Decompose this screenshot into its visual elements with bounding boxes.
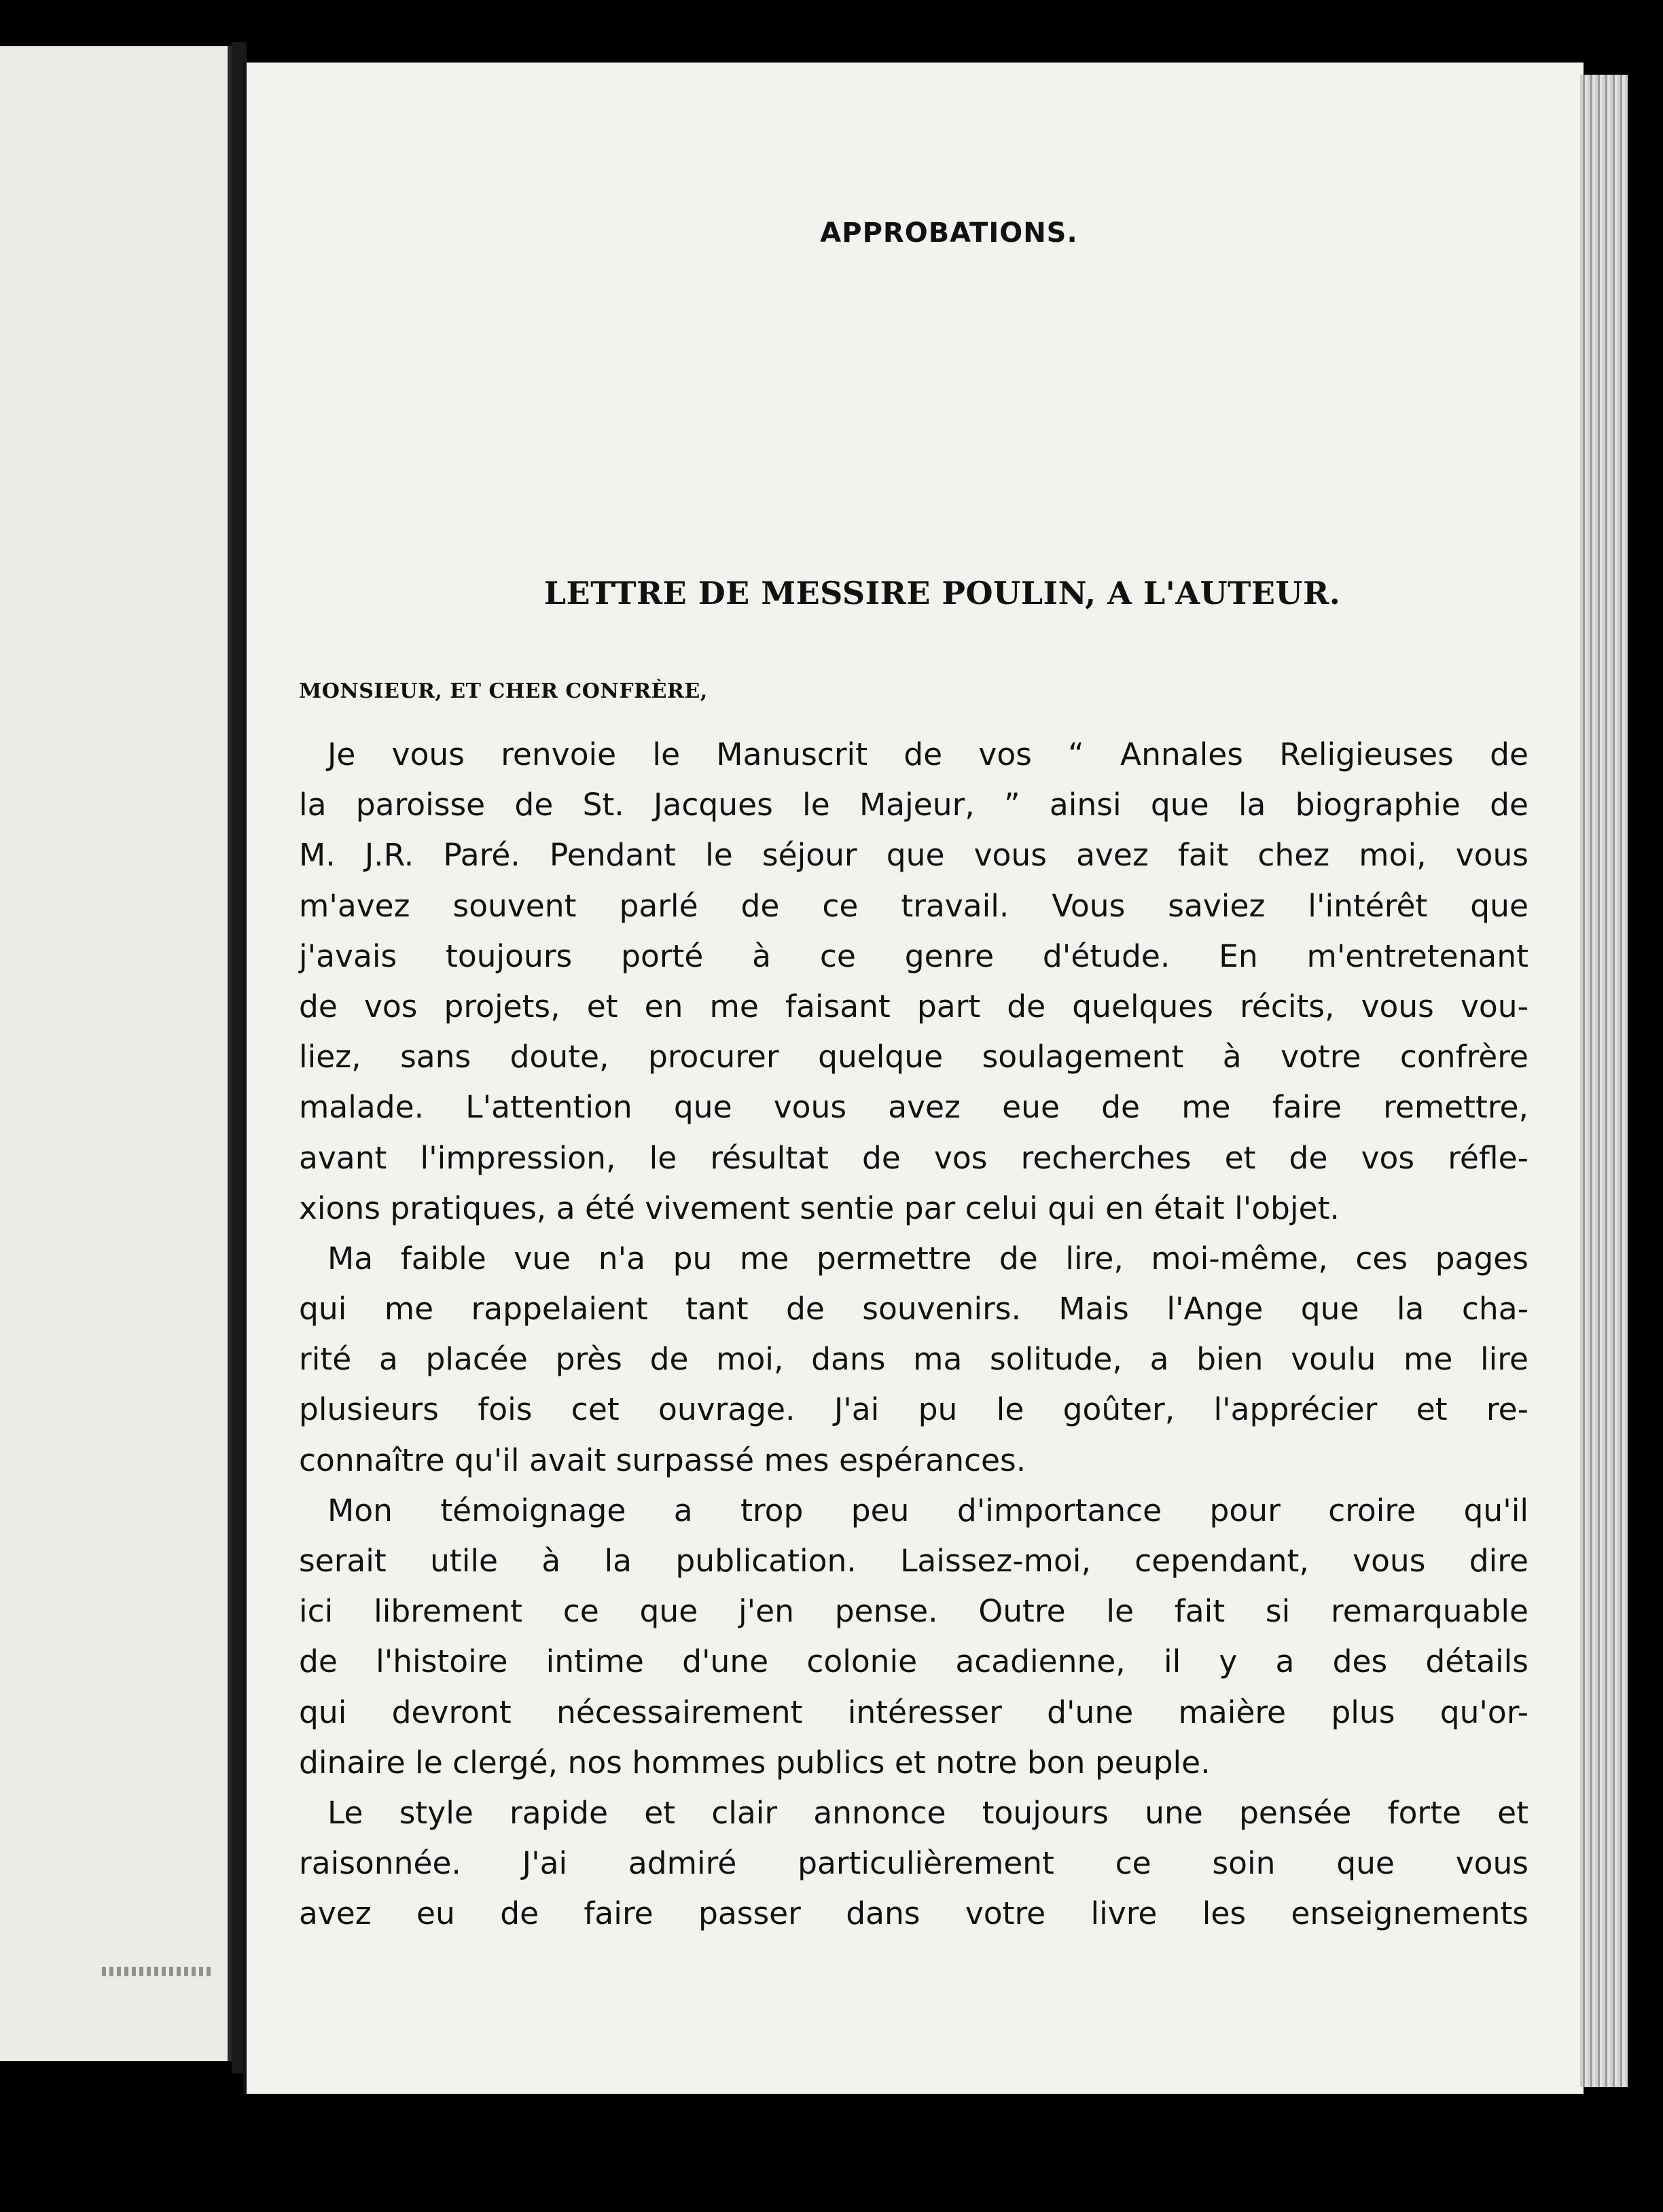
text-line: Je vous renvoie le Manuscrit de vos “ Annales Religieuses de — [327, 736, 1528, 772]
text-line: de vos projets, et en me faisant part de quelques récits, vous vou- — [299, 988, 1528, 1024]
text-line: Mon témoignage a trop peu d'importance pour croire qu'il — [327, 1492, 1528, 1529]
text-line: rité a placée près de moi, dans ma solitude, a bien voulu me lire — [299, 1341, 1528, 1378]
letter-title: LETTRE DE MESSIRE POULIN, A L'AUTEUR. — [543, 575, 1341, 611]
text-line: M. J.R. Paré. Pendant le séjour que vous avez fait chez moi, vous — [299, 837, 1528, 874]
facing-page — [0, 46, 232, 2061]
text-line: avant l'impression, le résultat de vos recherches et de vos réfle- — [299, 1139, 1528, 1176]
text-line: raisonnée. J'ai admiré particulièrement ce soin que vous — [299, 1845, 1528, 1882]
letter-salutation: MONSIEUR, ET CHER CONFRÈRE, — [299, 679, 708, 703]
letter-body — [299, 730, 1528, 1940]
text-line: malade. L'attention que vous avez eue de me faire remettre, — [299, 1089, 1528, 1126]
text-line: j'avais toujours porté à ce genre d'étude. En m'entretenant — [299, 938, 1528, 974]
text-line: de l'histoire intime d'une colonie acadienne, il y a des détails — [299, 1643, 1528, 1680]
text-line: avez eu de faire passer dans votre livre les enseignements — [299, 1895, 1528, 1932]
text-line: qui me rappelaient tant de souvenirs. Mais l'Ange que la cha- — [299, 1291, 1528, 1327]
text-line: xions pratiques, a été vivement sentie par celui qui en était l'objet. — [299, 1190, 1340, 1226]
text-line: ici librement ce que j'en pense. Outre le fait si remarquable — [299, 1593, 1528, 1630]
text-line: Ma faible vue n'a pu me permettre de lire, moi-même, ces pages — [327, 1240, 1528, 1277]
margin-stamp — [102, 1967, 211, 1976]
text-line: dinaire le clergé, nos hommes publics et notre bon peuple. — [299, 1744, 1211, 1781]
text-line: liez, sans doute, procurer quelque soulagement à votre confrère — [299, 1039, 1528, 1075]
text-line: plusieurs fois cet ouvrage. J'ai pu le goûter, l'apprécier et re- — [299, 1391, 1528, 1428]
text-line: la paroisse de St. Jacques le Majeur, ” ainsi que la biographie de — [299, 787, 1528, 823]
text-line: connaître qu'il avait surpassé mes espérances. — [299, 1442, 1026, 1478]
text-line: m'avez souvent parlé de ce travail. Vous saviez l'intérêt que — [299, 887, 1528, 924]
page-edges — [1580, 75, 1628, 2087]
text-line: Le style rapide et clair annonce toujours une pensée forte et — [327, 1794, 1528, 1831]
running-title: APPROBATIONS. — [820, 217, 1078, 249]
text-line: serait utile à la publication. Laissez-moi, cependant, vous dire — [299, 1543, 1528, 1579]
text-line: qui devront nécessairement intéresser d'une maière plus qu'or- — [299, 1694, 1528, 1730]
